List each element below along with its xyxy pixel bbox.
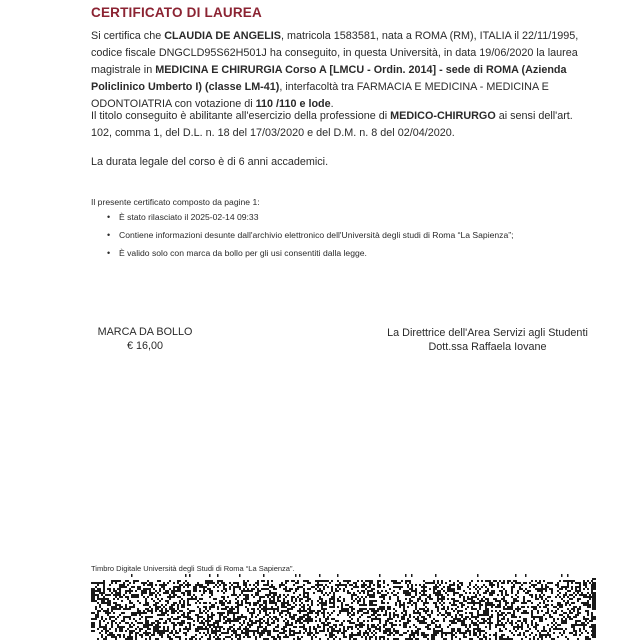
certificate-title: CERTIFICATO DI LAUREA [91, 5, 262, 20]
revenue-stamp-label: MARCA DA BOLLO [97, 326, 193, 338]
signatory-role: La Direttrice dell'Area Servizi agli Studenti [387, 327, 588, 339]
signatory-block [380, 326, 595, 354]
certification-paragraph [91, 28, 596, 113]
revenue-stamp-block [90, 325, 200, 353]
list-item [91, 211, 514, 229]
bullet-icon: • [107, 248, 111, 258]
profession-name: MEDICO-CHIRURGO [390, 110, 496, 122]
final-grade: 110 /110 e lode [255, 98, 331, 110]
note-validity: È valido solo con marca da bollo per gli usi consentiti dalla legge. [119, 248, 367, 258]
bullet-icon: • [107, 212, 111, 222]
bullet-icon: • [107, 230, 111, 240]
composition-note: Il presente certificato composto da pagine 1: [91, 197, 260, 207]
degree-name: MEDICINA E CHIRURGIA Corso A [LMCU - Ordin. 2014] - sede di ROMA (Azienda Policlinico Umberto I) (classe LM-41) [91, 64, 567, 93]
note-issued-date: È stato rilasciato il 2025-02-14 09:33 [119, 212, 259, 222]
revenue-stamp-amount: € 16,00 [126, 340, 164, 352]
p2-text-1: Il titolo conseguito è abilitante all'esercizio della professione di [91, 110, 391, 122]
p1-text-2: , matricola 1583581, nata a ROMA (RM), ITALIA il 22/11/1995, codice fiscale DNGCLD95S62H501J ha conseguito, in questa Università, in data 19/06/2020 la laurea magistrale in [91, 30, 579, 76]
signatory-name: Dott.ssa Raffaela Iovane [428, 341, 547, 353]
p1-text-4: . [330, 98, 334, 110]
graduate-name: CLAUDIA DE ANGELIS [164, 30, 281, 42]
course-duration: La durata legale del corso è di 6 anni accademici. [91, 156, 329, 168]
p2-text-2: ai sensi dell'art. 102, comma 1, del D.L. n. 18 del 17/03/2020 e del D.M. n. 8 del 02/04/2020. [91, 110, 573, 139]
note-source-archive: Contiene informazioni desunte dall'archivio elettronico dell'Università degli studi di Roma “La Sapienza”; [119, 230, 514, 240]
list-item [91, 247, 514, 265]
list-item [91, 229, 514, 247]
p1-text-1: Si certifica che [91, 30, 165, 42]
digital-stamp-barcode [91, 574, 596, 640]
qualification-paragraph [91, 108, 596, 142]
p1-text-3: , interfacoltà tra FARMACIA E MEDICINA - MEDICINA E ODONTOIATRIA con votazione di [91, 81, 549, 110]
digital-stamp-label: Timbro Digitale Università degli Studi di Roma “La Sapienza”. [91, 564, 295, 573]
certificate-notes-list [91, 211, 514, 265]
